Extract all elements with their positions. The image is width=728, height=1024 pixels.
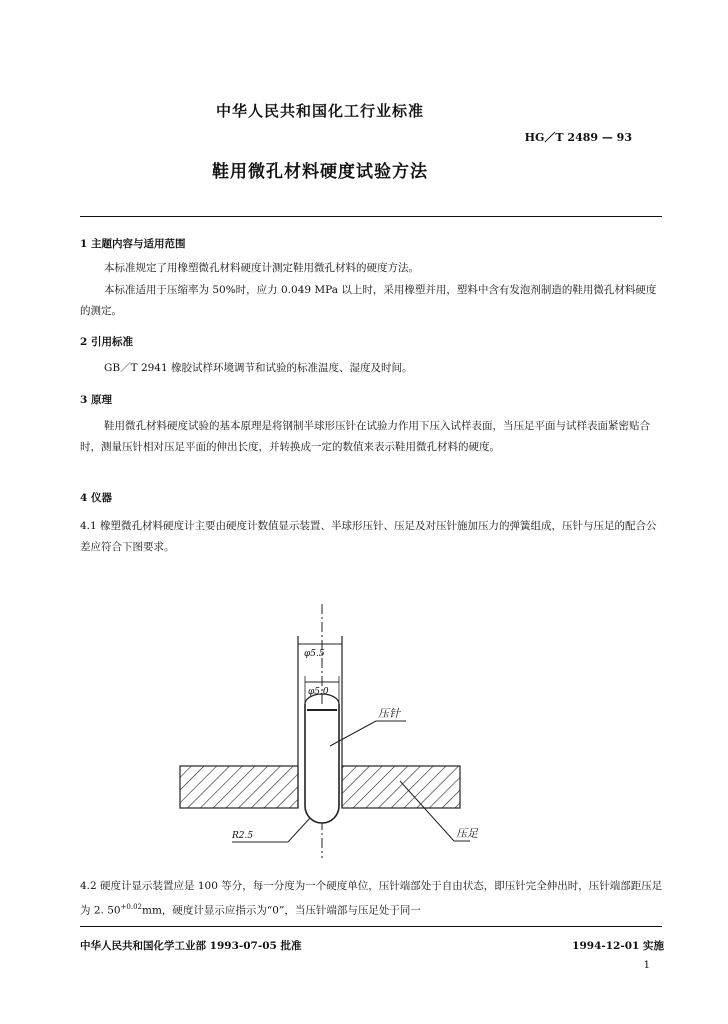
section-3-para-1: 鞋用微孔材料硬度试验的基本原理是将钢制半球形压针在试验力作用下压入试样表面，当压足平面与试样表面紧密贴合时，测量压针相对压足平面的伸出长度，并转换成一定的数值来表示鞋用微孔材料的硬度。: [80, 420, 650, 453]
section-2-para-1: GB／T 2941 橡胶试样环境调节和试验的标准温度、湿度及时间。: [104, 362, 413, 374]
implementation-date: 1994-12-01 实施: [572, 940, 664, 952]
foot-label: 压足: [456, 827, 478, 840]
section-1-para-2: 本标准适用于压缩率为 50%时，应力 0.049 MPa 以上时，采用橡塑并用，塑料中含有发泡剂制造的鞋用微孔材料硬度的测定。: [80, 284, 657, 317]
section-4-2-text-a: 4.2 硬度计显示装置应是 100 等分，每一分度为一个硬度单位，压针端部处于自由状态，即压针完全伸出时，压针端部距压足为 2. 50: [80, 880, 663, 917]
section-4-heading: 4 仪器: [80, 492, 112, 504]
radius-leader: [288, 818, 310, 842]
section-4-2-text-b: mm，硬度计显示应指示为“0”，当压针端部与压足处于同一: [142, 904, 421, 917]
foot-right-hatch: [342, 766, 460, 808]
section-4-1-para: 4.1 橡塑微孔材料硬度计主要由硬度计数值显示装置、半球形压针、压足及对压针施加压力的弹簧组成，压针与压足的配合公差应符合下图要求。: [80, 520, 657, 553]
dim-inner-label: φ5.0: [308, 687, 329, 697]
section-1-para-1: 本标准规定了用橡塑微孔材料硬度计测定鞋用微孔材料的硬度方法。: [104, 262, 419, 274]
tolerance-superscript: +0.02: [120, 903, 143, 911]
section-1-heading: 1 主题内容与适用范围: [80, 238, 186, 250]
document-title: 鞋用微孔材料硬度试验方法: [212, 162, 428, 182]
footer-rule: [80, 926, 662, 927]
org-title: 中华人民共和国化工行业标准: [215, 102, 424, 120]
section-4-2-para: [80, 876, 670, 922]
standard-code: HG／T 2489 — 93: [524, 131, 632, 144]
approval-line: 中华人民共和国化学工业部 1993-07-05 批准: [80, 940, 302, 952]
section-3-heading: 3 原理: [80, 394, 112, 406]
header-rule: [80, 216, 662, 217]
dim-outer-label: φ5.5: [304, 649, 325, 659]
indenter-figure: [170, 596, 478, 866]
radius-label: R2.5: [232, 831, 254, 841]
page-number: 1: [643, 960, 650, 971]
needle-outline: [305, 704, 339, 823]
needle-label: 压针: [378, 707, 400, 720]
section-2-heading: 2 引用标准: [80, 336, 133, 348]
foot-left-hatch: [180, 766, 298, 808]
